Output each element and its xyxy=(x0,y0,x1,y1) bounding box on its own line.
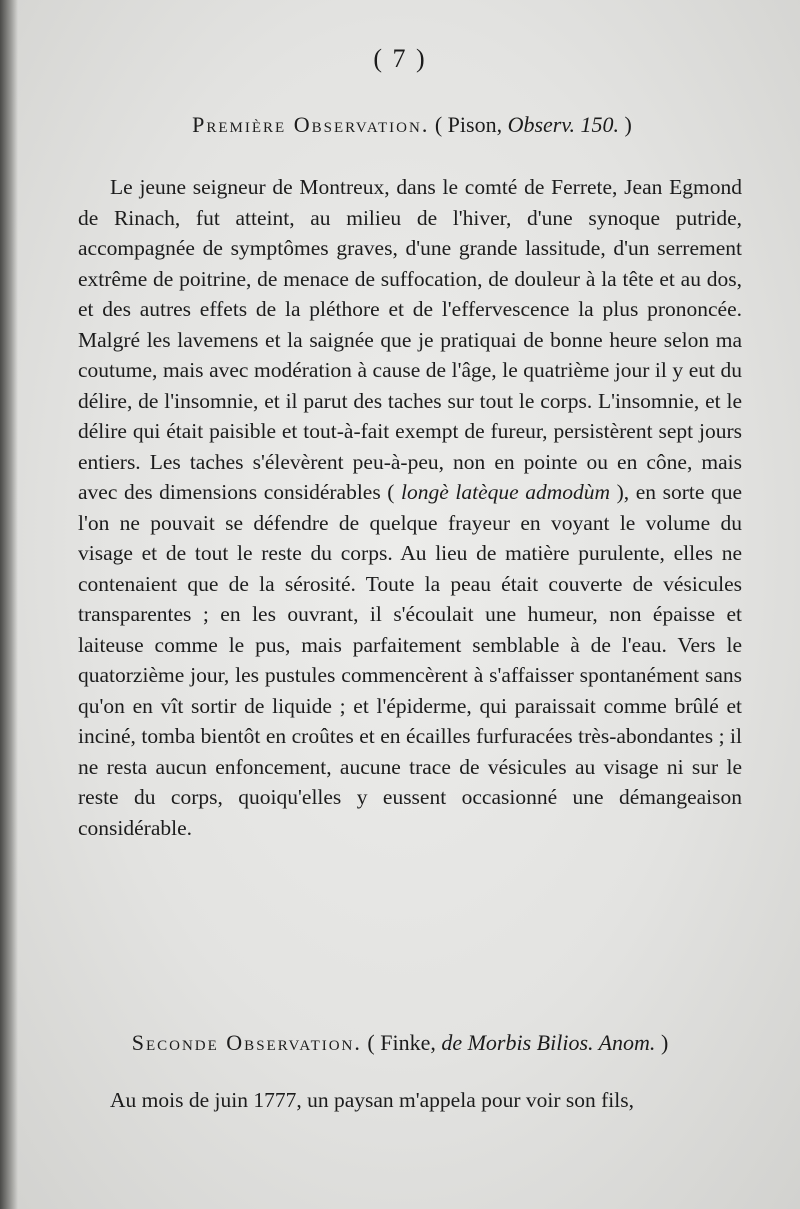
observation-2-citation-open: ( Finke, xyxy=(367,1030,442,1055)
observation-1-citation-work: Observ. 150. xyxy=(507,112,619,137)
observation-2-heading xyxy=(0,1030,800,1056)
observation-1-citation-close: ) xyxy=(619,112,632,137)
observation-2-citation-work: de Morbis Bilios. Anom. xyxy=(441,1030,656,1055)
observation-2-citation-close: ) xyxy=(655,1030,669,1055)
observation-1-paragraph xyxy=(78,172,742,843)
observation-1-title: Première Observation. xyxy=(192,112,430,137)
observation-2-text-start: Au mois de juin 1777, un paysan m'appela pour voir son fils, xyxy=(110,1088,634,1112)
observation-1-text-part2: ), en sorte que l'on ne pouvait se défendre de quelque frayeur en voyant le volume du visage et de tout le reste du corps. Au lieu de matière purulente, elles ne contenaient que de la sérosité. Toute la peau était couverte de vésicules transparentes ; en les ouvrant, il s'écoulait une humeur, non épaisse et laiteuse comme le pus, mais parfaitement semblable à de l'eau. Vers le quatorzième jour, les pustules commencèrent à s'affaisser spontanément sans qu'on en vît sortir de liquide ; et l'épiderme, qui paraissait comme brûlé et inciné, tomba bientôt en croûtes et en écailles furfuracées très-abondantes ; il ne resta aucun enfoncement, aucune trace de vésicules au visage ni sur le reste du corps, quoiqu'elles y eussent occasionné une démangeaison considérable. xyxy=(78,480,742,840)
observation-1-heading xyxy=(0,112,800,138)
observation-1-text-part1: Le jeune seigneur de Montreux, dans le comté de Ferrete, Jean Egmond de Rinach, fut atteint, au milieu de l'hiver, d'une synoque putride, accompagnée de symptômes graves, d'une grande lassitude, d'un serrement extrême de poitrine, de menace de suffocation, de douleur à la tête et au dos, et des autres effets de la pléthore et de l'effervescence la plus prononcée. Malgré les lavemens et la saignée que je pratiquai de bonne heure selon ma coutume, mais avec modération à cause de l'âge, le quatrième jour il y eut du délire, de l'insomnie, et il parut des taches sur tout le corps. L'insomnie, et le délire qui était paisible et tout-à-fait exempt de fureur, persistèrent sept jours entiers. Les taches s'élevèrent peu-à-peu, non en pointe ou en cône, mais avec des dimensions considérables ( xyxy=(78,175,742,504)
observation-1-citation-open: ( Pison, xyxy=(434,112,508,137)
observation-2-paragraph xyxy=(78,1085,742,1116)
observation-1-latin-phrase: longè latèque admodùm xyxy=(401,480,611,504)
observation-2-title: Seconde Observation. xyxy=(131,1030,362,1055)
page-number: ( 7 ) xyxy=(373,44,427,73)
